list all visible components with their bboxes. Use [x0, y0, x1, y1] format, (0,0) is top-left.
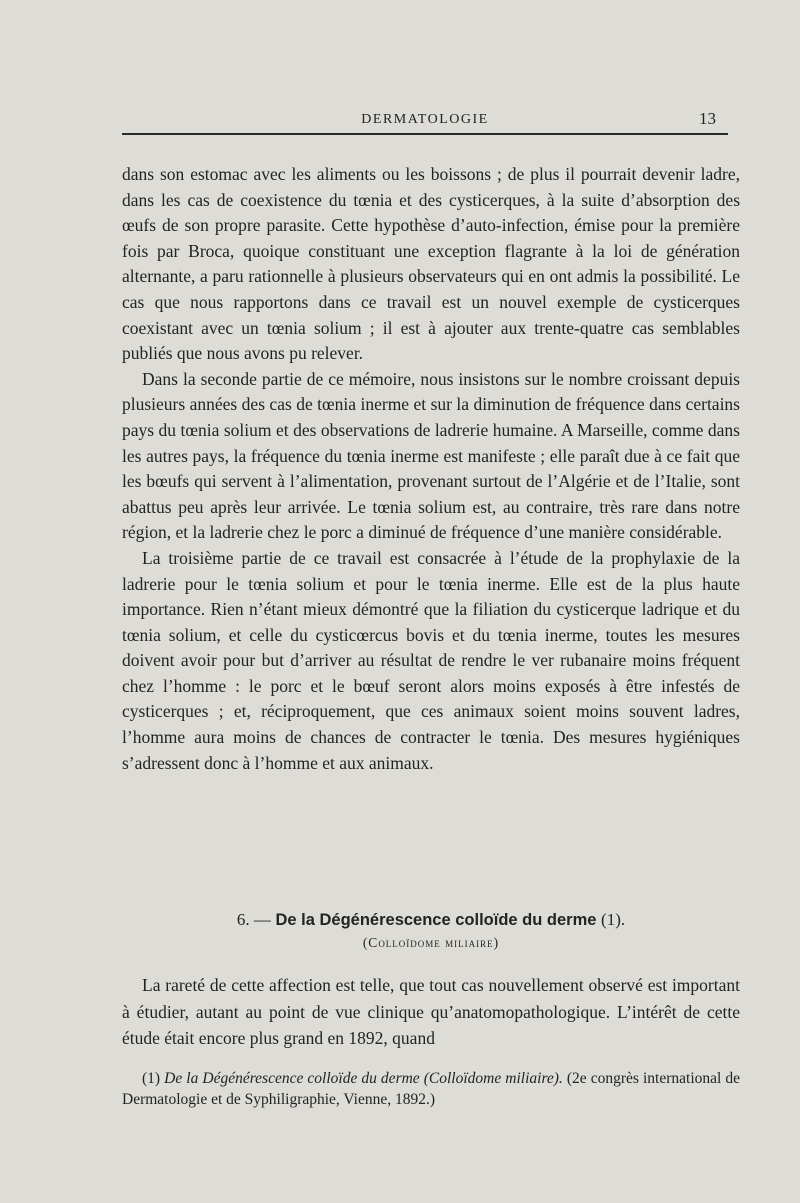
section-title: De la Dégénérescence colloïde du derme — [275, 911, 597, 929]
section-title-line — [122, 908, 740, 932]
section-text — [122, 972, 740, 1052]
section-subtitle: (Colloïdome miliaire) — [362, 935, 500, 950]
footnote-reference: (1). — [601, 910, 626, 929]
paragraph-1: dans son estomac avec les aliments ou les boissons ; de plus il pourrait devenir ladre, dans les cas de coexistence du tœnia et des cysticerques, à la suite d’absorption des œufs de son propre parasite. Cette hypothèse d’auto-infection, émise pour la première fois par Broca, quoique constituant une exception flagrante à la loi de génération alternante, a paru rationnelle à plusieurs observateurs qui en ont admis la possibilité. Le cas que nous rapportons dans ce travail est un nouvel exemple de cysticerques coexistant avec un tœnia solium ; il est à ajouter aux trente-quatre cas semblables publiés que nous avons pu relever. — [122, 164, 740, 364]
footnote-citation: (2e congrès international de Dermatologie et de Syphiligraphie, Vienne, 1892.) — [122, 1070, 740, 1108]
page-number: 13 — [699, 109, 716, 128]
paragraph-3: La troisième partie de ce travail est consacrée à l’étude de la prophylaxie de la ladrerie pour le tœnia solium et pour le tœnia inerme. Elle est de la plus haute importance. Rien n’étant mieux démontré que la filiation du cysticerque ladrique et du tœnia solium, et celle du cysticœrcus bovis et du tœnia inerme, toutes les mesures doivent avoir pour but d’arriver au résultat de rendre le ver rubanaire moins fréquent chez l’homme : le porc et le bœuf seront alors moins exposés à être infestés de cysticerques ; et, réciproquement, que ces animaux soient moins souvent ladres, l’homme aura moins de chances de contracter le tœnia. Des mesures hygiéniques s’adressent donc à l’homme et aux animaux. — [122, 547, 740, 773]
section-paragraph: La rareté de cette affection est telle, que tout cas nouvellement observé est important à étudier, autant au point de vue clinique qu’anatomopathologique. L’intérêt de cette étude était encore plus grand en 1892, quand — [122, 975, 740, 1048]
body-text — [122, 162, 740, 776]
running-title: DERMATOLOGIE — [361, 112, 489, 127]
footnote-marker: (1) — [142, 1070, 161, 1087]
section-heading — [122, 908, 740, 954]
footnote — [122, 1068, 740, 1110]
footnote-title: De la Dégénérescence colloïde du derme (Colloïdome miliaire). — [164, 1070, 563, 1087]
running-header — [122, 109, 728, 135]
section-number: 6. — — [236, 910, 271, 929]
paragraph-2: Dans la seconde partie de ce mémoire, nous insistons sur le nombre croissant depuis plusieurs années des cas de tœnia inerme et sur la diminution de fréquence dans certains pays du tœnia solium et des observations de ladrerie humaine. A Marseille, comme dans les autres pays, la fréquence du tœnia inerme est manifeste ; elle paraît due à ce fait que les bœufs qui servent à l’alimentation, provenant surtout de l’Algérie et de l’Italie, sont abattus peu après leur arrivée. Le tœnia solium est, au contraire, très rare dans notre région, et la ladrerie chez le porc a diminué de fréquence d’une manière considérable. — [122, 368, 740, 543]
